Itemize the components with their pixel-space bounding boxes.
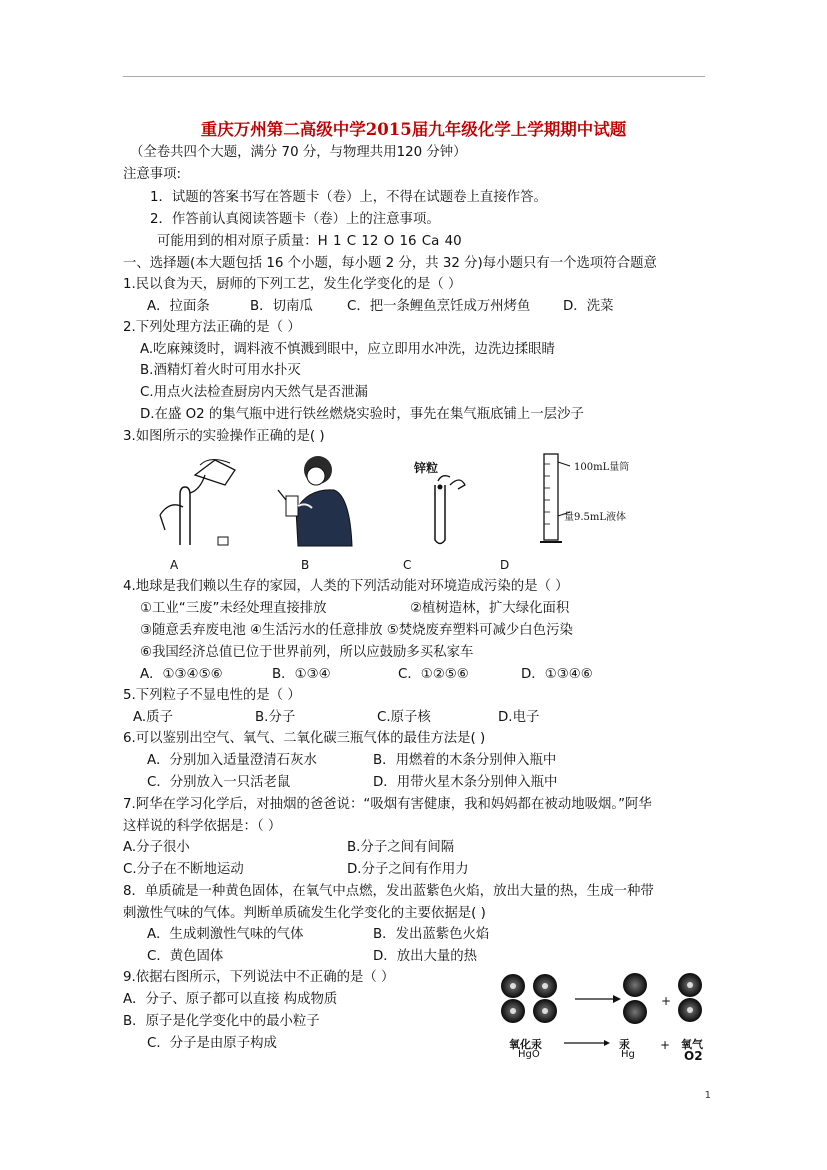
page-title: 重庆万州第二高级中学2015届九年级化学上学期期中试题 [200, 120, 627, 139]
q3-figure-b [268, 450, 358, 550]
q8-stem-line2: 刺激性气味的气体。判断单质硫发生化学变化的主要依据是( ) [123, 906, 486, 921]
q6-option-b: B．用燃着的木条分别伸入瓶中 [373, 753, 557, 768]
q9-o2-name: 氧气 [681, 1038, 703, 1051]
q4-option-c: C．①②⑤⑥ [398, 667, 469, 682]
q4-option-d: D．①③④⑥ [521, 667, 593, 682]
q4-option-a: A．①③④⑤⑥ [140, 667, 223, 682]
q9-o2-formula: O2 [684, 1049, 703, 1063]
q5-option-a: A.质子 [133, 710, 173, 725]
q3-label-d: D [500, 558, 510, 572]
notice-label: 注意事项: [123, 167, 182, 182]
q6-stem: 6.可以鉴别出空气、氧气、二氧化碳三瓶气体的最佳方法是( ) [123, 731, 486, 746]
q9-option-b: B．原子是化学变化中的最小粒子 [123, 1014, 320, 1029]
q2-stem: 2.下列处理方法正确的是（ ） [123, 320, 301, 335]
q1-option-a: A．拉面条 [147, 299, 210, 314]
q9-option-a: A．分子、原子都可以直接 构成物质 [123, 992, 338, 1007]
q8-option-b: B．发出蓝紫色火焰 [373, 927, 490, 942]
q3-label-b: B [301, 558, 310, 572]
q3-label-a: A [170, 558, 179, 572]
q1-option-b: B．切南瓜 [250, 299, 313, 314]
q2-option-a: A.吃麻辣烫时，调料液不慎溅到眼中，应立即用水冲洗，边洗边揉眼睛 [140, 342, 555, 357]
q2-option-b: B.酒精灯着火时可用水扑灭 [140, 363, 301, 378]
q5-option-b: B.分子 [255, 710, 296, 725]
q4-items-3-5: ③随意丢弃废电池 ④生活污水的任意排放 ⑤焚烧废弃塑料可减少白色污染 [140, 623, 573, 638]
q8-stem-line1: 8．单质硫是一种黄色固体，在氧气中点燃，发出蓝紫色火焰，放出大量的热，生成一种带 [123, 884, 654, 899]
q9-hg-name: 汞 [619, 1038, 630, 1051]
q1-stem: 1.民以食为天，厨师的下列工艺，发生化学变化的是（ ） [123, 277, 462, 292]
q8-option-a: A．生成刺激性气味的气体 [147, 927, 304, 942]
q7-stem-line1: 7.阿华在学习化学后，对抽烟的爸爸说：“吸烟有害健康，我和妈妈都在被动地吸烟。”阿华 [123, 797, 652, 812]
q4-option-b: B．①③④ [272, 667, 331, 682]
q2-option-d: D.在盛 O2 的集气瓶中进行铁丝燃烧实验时，事先在集气瓶底铺上一层沙子 [140, 407, 584, 422]
q9-option-c: C．分子是由原子构成 [147, 1036, 277, 1051]
q5-stem: 5.下列粒子不显电性的是（ ） [123, 688, 301, 703]
q4-stem: 4.地球是我们赖以生存的家园，人类的下列活动能对环境造成污染的是（ ） [123, 579, 569, 594]
q9-stem: 9.依据右图所示，下列说法中不正确的是（ ） [123, 970, 395, 985]
q7-option-c: C.分子在不断地运动 [123, 862, 244, 877]
page-number: 1 [704, 1090, 711, 1101]
q7-option-b: B.分子之间有间隔 [347, 840, 455, 855]
q2-option-c: C.用点火法检查厨房内天然气是否泄漏 [140, 385, 368, 400]
q8-option-c: C．黄色固体 [147, 949, 224, 964]
q1-option-d: D．洗菜 [563, 299, 614, 314]
header-rule [123, 76, 705, 77]
q9-hgo-name: 氧化汞 [509, 1038, 542, 1051]
q6-option-c: C．分别放入一只活老鼠 [147, 775, 291, 790]
q3-cylinder-label: 100mL量筒 [574, 462, 630, 473]
q3-figure-a [155, 455, 245, 550]
q3-figure-d [538, 452, 578, 548]
q4-item-1: ①工业“三废”未经处理直接排放 [140, 601, 327, 616]
q9-reaction-diagram [495, 968, 720, 1038]
exam-info: （全卷共四个大题，满分 70 分，与物理共用120 分钟） [130, 145, 467, 160]
q3-zinc-label: 锌粒 [414, 461, 439, 475]
q3-label-c: C [403, 558, 412, 572]
q4-item-6: ⑥我国经济总值已位于世界前列，所以应鼓励多买私家车 [140, 645, 474, 660]
q9-plus-top: + [661, 994, 672, 1008]
q7-stem-line2: 这样说的科学依据是：（ ） [123, 819, 282, 834]
atomic-masses: 可能用到的相对原子质量：H 1 C 12 O 16 Ca 40 [157, 234, 462, 249]
q5-option-d: D.电子 [498, 710, 540, 725]
q8-option-d: D．放出大量的热 [373, 949, 478, 964]
notice-2: 2．作答前认真阅读答题卡（卷）上的注意事项。 [150, 212, 440, 227]
q9-plus-bottom: + [660, 1038, 671, 1052]
notice-1: 1．试题的答案书写在答题卡（卷）上，不得在试题卷上直接作答。 [150, 190, 547, 205]
q3-liquid-label: 量9.5mL液体 [564, 512, 627, 523]
q7-option-a: A.分子很小 [123, 840, 190, 855]
q9-arrow-bottom [562, 1038, 612, 1048]
section-heading: 一、选择题(本大题包括 16 个小题，每小题 2 分，共 32 分)每小题只有一个选项符合题意 [123, 256, 657, 271]
q4-item-2: ②植树造林，扩大绿化面积 [410, 601, 570, 616]
q6-option-a: A．分别加入适量澄清石灰水 [147, 753, 317, 768]
q1-option-c: C．把一条鲤鱼烹饪成万州烤鱼 [347, 299, 531, 314]
q7-option-d: D.分子之间有作用力 [347, 862, 469, 877]
q3-stem: 3.如图所示的实验操作正确的是( ) [123, 429, 325, 444]
q6-option-d: D．用带火星木条分别伸入瓶中 [373, 775, 558, 790]
q9-hgo-formula: HgO [518, 1049, 540, 1060]
q9-hg-formula: Hg [621, 1049, 635, 1060]
q5-option-c: C.原子核 [377, 710, 431, 725]
